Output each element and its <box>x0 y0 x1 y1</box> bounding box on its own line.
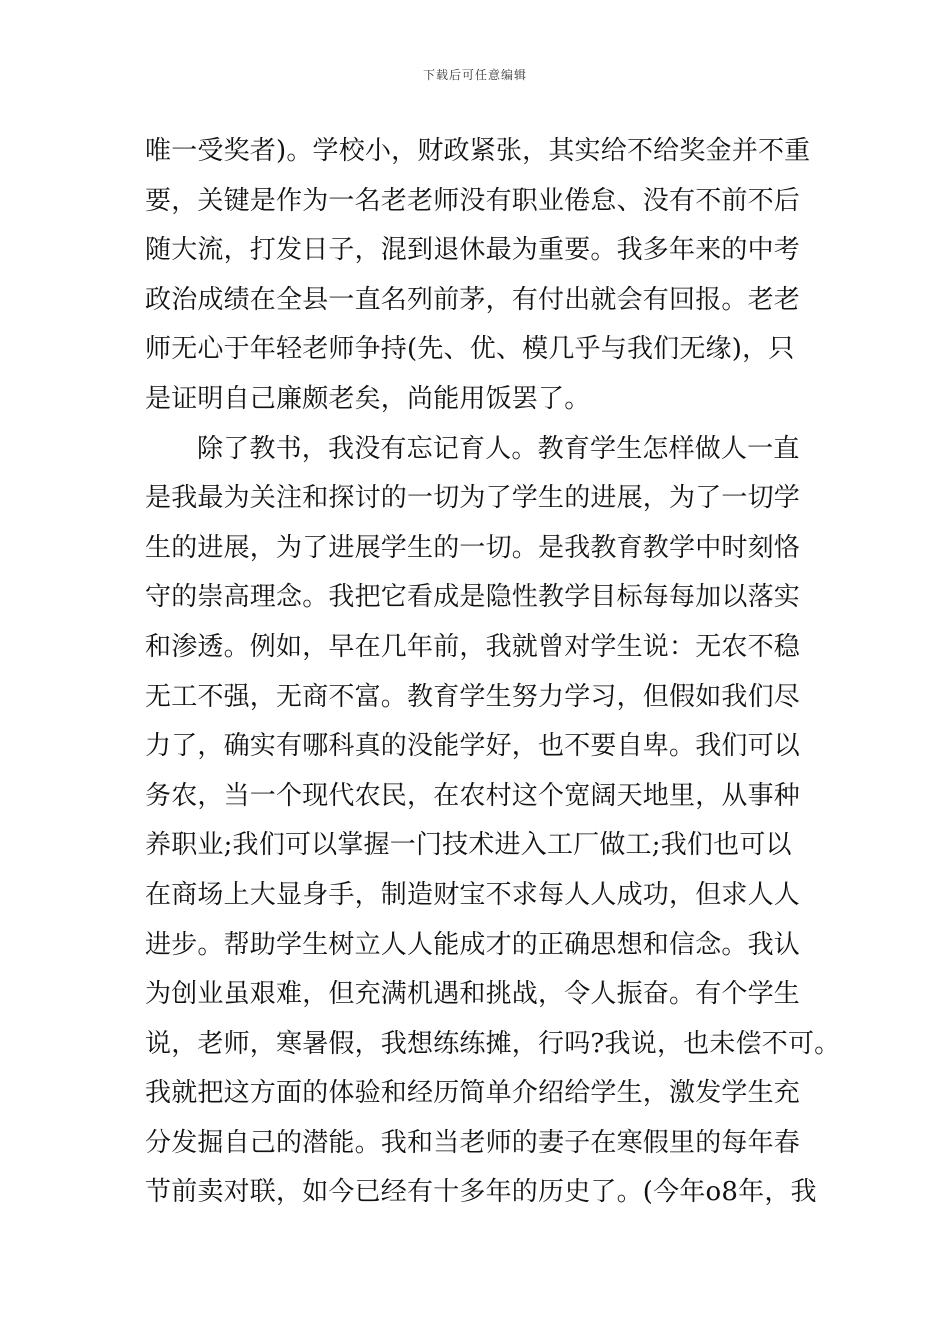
text-line: 是证明自己廉颇老矣，尚能用饭罢了。 <box>145 383 591 414</box>
text-line: 分发掘自己的潜能。我和当老师的妻子在寒假里的每年春 <box>145 1127 801 1158</box>
text-line: 政治成绩在全县一直名列前茅，有付出就会有回报。老老 <box>145 284 801 315</box>
text-line: 力了，确实有哪科真的没能学好，也不要自卑。我们可以 <box>145 731 801 762</box>
page-header: 下载后可任意编辑 <box>422 68 527 82</box>
text-line: 唯一受奖者)。学校小，财政紧张，其实给不给奖金并不重 <box>145 136 811 166</box>
text-line: 说，老师，寒暑假，我想练练摊，行吗?我说，也未偿不可。 <box>145 1028 841 1059</box>
text-line: 务农，当一个现代农民，在农村这个宽阔天地里，从事种 <box>145 780 801 811</box>
text-line: 我就把这方面的体验和经历简单介绍给学生，激发学生充 <box>145 1078 801 1109</box>
text-line: 随大流，打发日子，混到退休最为重要。我多年来的中考 <box>145 235 801 266</box>
document-body <box>145 127 841 1218</box>
text-line: 进步。帮助学生树立人人能成才的正确思想和信念。我认 <box>145 929 801 960</box>
text-line: 为创业虽艰难，但充满机遇和挑战，令人振奋。有个学生 <box>145 979 801 1010</box>
text-line: 节前卖对联，如今已经有十多年的历史了。(今年o8年，我 <box>145 1177 817 1208</box>
text-line: 守的崇高理念。我把它看成是隐性教学目标每每加以落实 <box>145 582 801 613</box>
text-line: 和渗透。例如，早在几年前，我就曾对学生说：无农不稳 <box>145 631 801 662</box>
text-line: 在商场上大显身手，制造财宝不求每人人成功，但求人人 <box>145 879 801 910</box>
text-line: 养职业;我们可以掌握一门技术进入工厂做工;我们也可以 <box>145 830 792 861</box>
text-line: 生的进展，为了进展学生的一切。是我教育教学中时刻恪 <box>145 532 801 563</box>
paragraph-2 <box>145 425 841 1219</box>
paragraph-1 <box>145 127 825 425</box>
text-line: 是我最为关注和探讨的一切为了学生的进展，为了一切学 <box>145 483 801 514</box>
text-line: 无工不强，无商不富。教育学生努力学习，但假如我们尽 <box>145 681 801 712</box>
text-line: 师无心于年轻老师争持(先、优、模几乎与我们无缘)，只 <box>145 334 795 365</box>
text-line-indented: 除了教书，我没有忘记育人。教育学生怎样做人一直 <box>197 433 800 464</box>
text-line: 要，关键是作为一名老老师没有职业倦怠、没有不前不后 <box>145 185 801 216</box>
